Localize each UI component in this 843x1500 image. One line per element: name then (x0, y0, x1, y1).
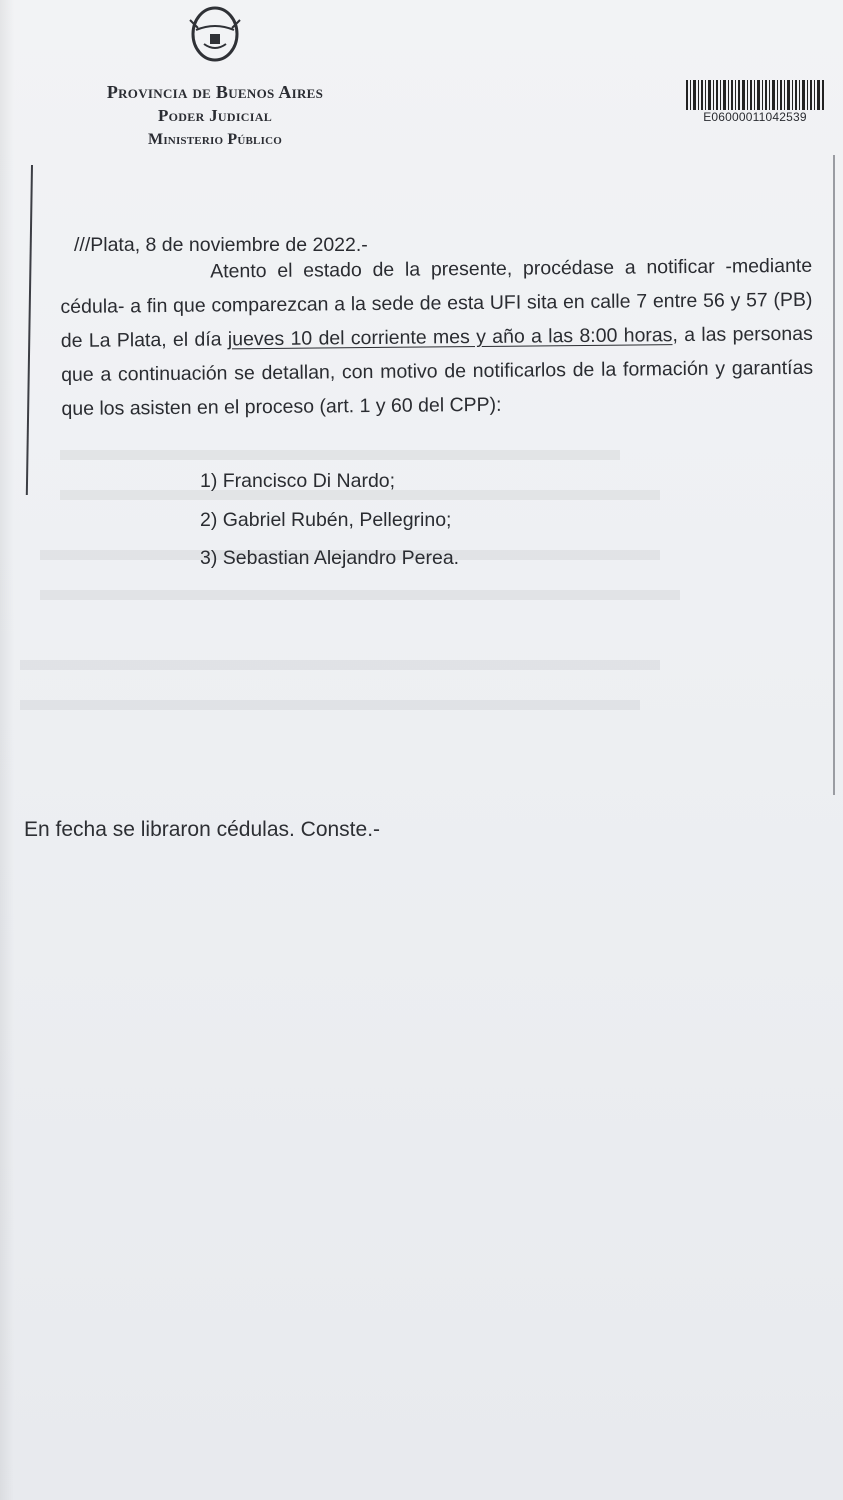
document-date: ///Plata, 8 de noviembre de 2022.- (74, 234, 368, 256)
paragraph-underlined-date: jueves 10 del corriente mes y año a las 8:00 horas (227, 324, 673, 351)
barcode-number: E06000011042539 (703, 110, 807, 124)
list-item: 3) Sebastian Alejandro Perea. (200, 547, 460, 569)
list-item: 2) Gabriel Rubén, Pellegrino; (200, 508, 452, 531)
paragraph-text-end: , a las personas que a continuación se detallan, con motivo de notificarlos de la formación y garantías que los asisten en el proceso (art. 1 y 60 del CPP): (61, 322, 814, 420)
header-province: Provincia de Buenos Aires (106, 82, 324, 102)
coat-of-arms-icon (186, 0, 244, 62)
list-item: 1) Francisco Di Nardo; (200, 470, 396, 492)
people-list (200, 462, 459, 578)
notification-paragraph (60, 249, 814, 426)
paragraph-indent (60, 278, 210, 279)
footer-note: En fecha se libraron cédulas. Conste.- (24, 818, 381, 841)
paragraph-text-start: Atento el estado de la presente, procédase a notificar -mediante cédula- a fin que comparezcan a la sede de esta UFI sita en calle 7 entre 56 y 57 (PB) de La Plata, el día (60, 254, 813, 352)
header-ministry: Ministerio Público (148, 131, 282, 148)
institution-header (70, 80, 360, 152)
margin-line-right (833, 155, 835, 795)
page-shadow (0, 0, 14, 1500)
header-judicial-power: Poder Judicial (157, 106, 272, 125)
barcode-icon (686, 80, 826, 110)
